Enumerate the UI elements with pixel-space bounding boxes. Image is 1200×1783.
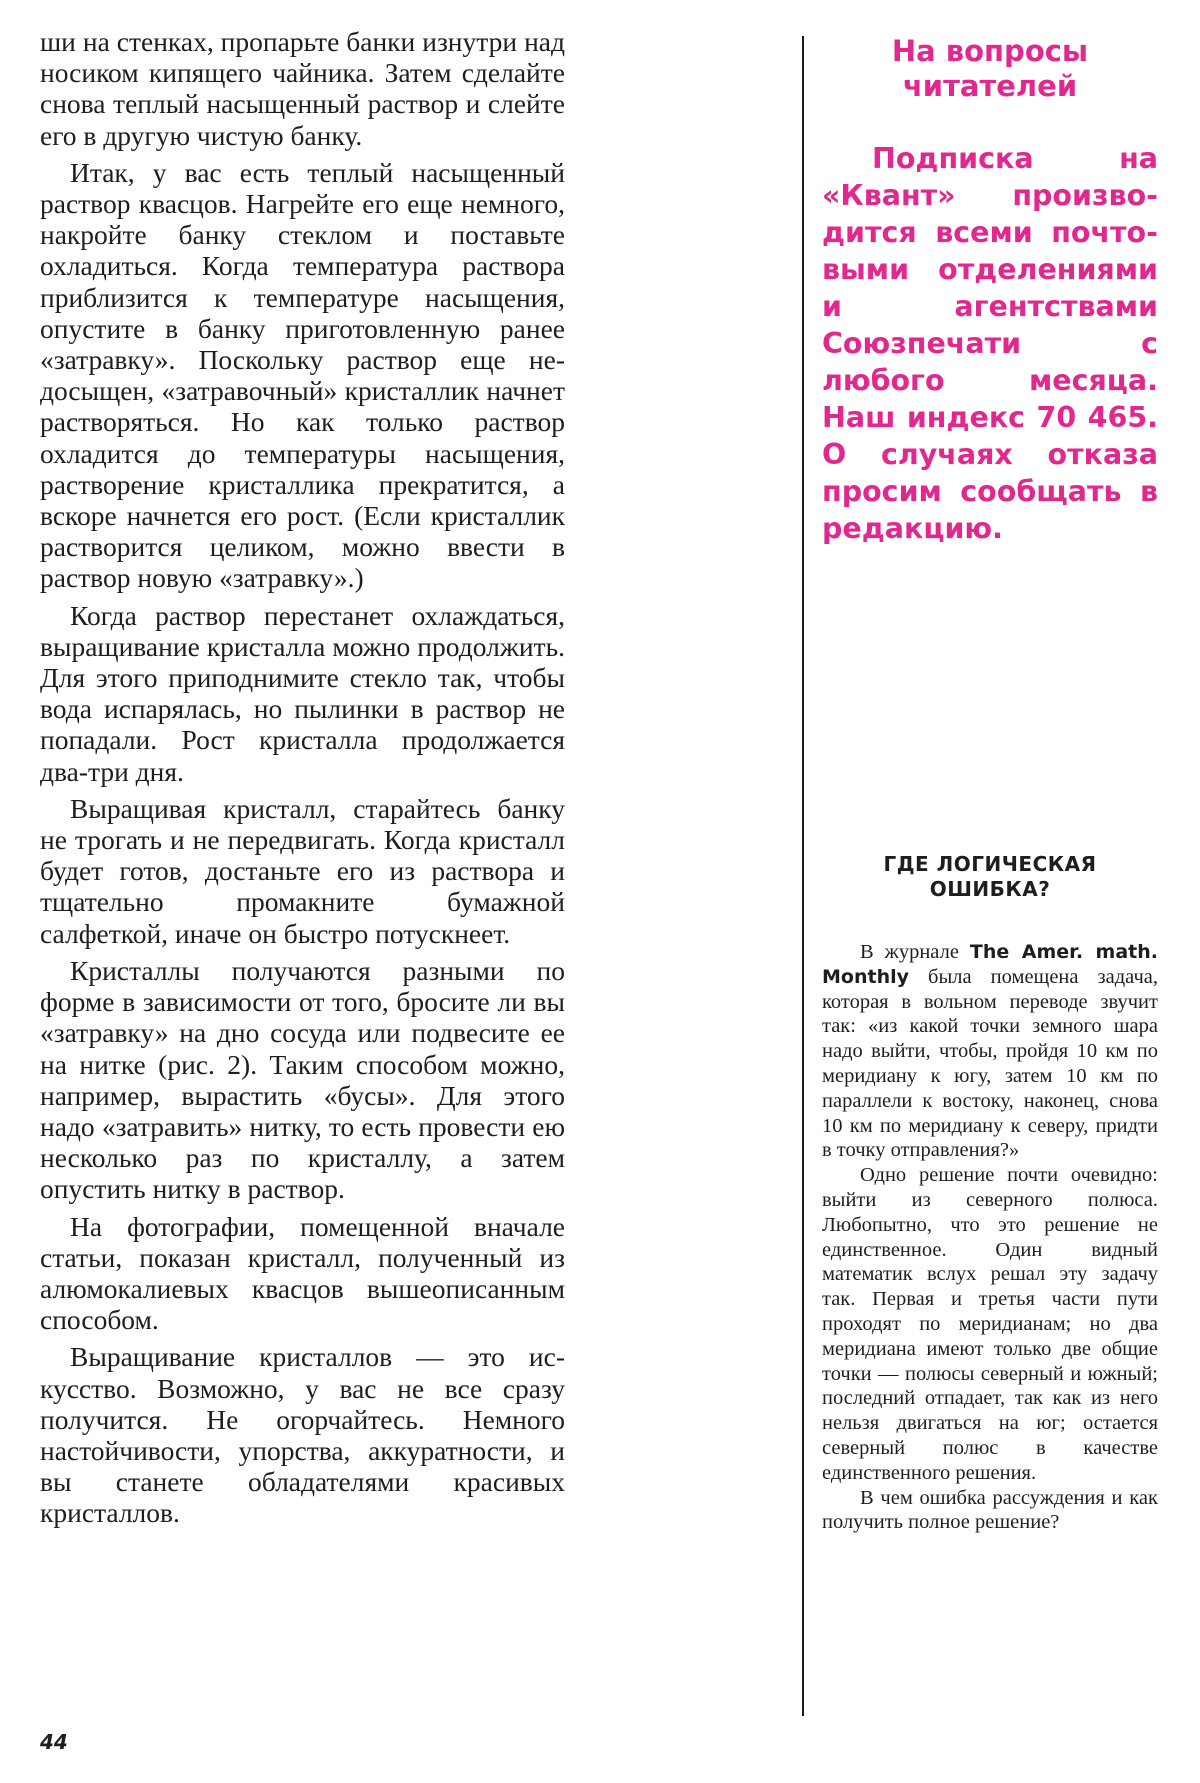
article-paragraph: Выращивание кристаллов — это искусство. Возможно, у вас не все сразу получится. Не огорчайтесь. Немного настойчивости, упорства, аккуратности, и вы станете обладателями красивых кристаллов. [40,1341,565,1529]
subscription-sidebar [822,28,1158,547]
logic-puzzle-text [822,940,1158,1535]
subscription-notice: Подписка на «Квант» производится всеми почтовыми отделениями и агентствами Союзпечати с любого месяца. Наш индекс 70 465. О случаях отказа просим сообщать в редакцию. [822,142,1158,545]
article-paragraph: Кристаллы получаются разными по форме в зависимости от того, бросите ли вы «затравку» на дно сосуда или подвесите ее на нитке (рис. 2). Таким способом можно, например, вырастить «бусы». Для этого надо «затравить» нитку, то есть провести ею несколько раз по кристаллу, а затем опустить нитку в раствор. [40,954,565,1205]
article-paragraph: ши на стенках, пропарьте банки изнутри над носиком кипящего чайника. Затем сделайте снова теплый насыщенный раствор и слейте его в другую чистую банку. [40,26,565,151]
puzzle-question-text: была помещена задача, которая в вольном переводе звучит так: «из какой точки земного шара надо выйти, чтобы, пройдя 10 км по меридиану к югу, затем 10 км по параллели к востоку, наконец, снова 10 км по меридиану к северу, придти в точку отправления?» [822,965,1158,1162]
article-paragraph: На фотографии, помещенной вначале статьи, показан кристалл, полученный из алюмокалиевых квасцов вышеописанным способом. [40,1210,565,1336]
article-paragraph: Когда раствор перестанет охлаждаться, выращивание кристалла можно продолжить. Для этого приподнимите стекло так, чтобы вода испарялась, но пылинки в раствор не попадали. Рост кристалла продолжается два-три дня. [40,599,565,787]
article-paragraph: Выращивая кристалл, старайтесь банку не трогать и не передвигать. Когда кристалл будет готов, достаньте его из раствора и тщательно промакните бумажной салфеткой, иначе он быстро потускнеет. [40,792,565,949]
column-divider [802,36,804,1716]
puzzle-paragraph: Одно решение почти очевидно: выйти из северного полюса. Любопытно, что это решение не единственное. Один видный математик вслух решал эту задачу так. Первая и третья части пути проходят по меридианам; но два меридиана имеют только две общие точки — полюсы северный и южный; последний отпадает, так как из него нельзя двигаться на юг; остается северный полюс в качестве единственного решения. [822,1164,1158,1484]
puzzle-intro-text: В журнале [860,941,970,963]
page-number: 44 [40,1730,68,1754]
journal-name: The Amer. math. Monthly [822,941,1158,988]
main-article-column [40,26,565,1535]
puzzle-paragraph: В чем ошибка рассуждения и как получить полное решение? [822,1486,1158,1534]
article-paragraph: Итак, у вас есть теплый насыщенный раствор квасцов. Нагрейте его еще немного, накройте банку стеклом и поставьте охладиться. Когда температура раствора приблизится к температуре насыщения, опустите в банку приготовленную ранее «затравку». Поскольку раствор еще недосыщен, «затравочный» кристаллик начнет растворяться. Но как только раствор охладится до температуры насыщения, растворение кристаллика прекратится, а вскоре начнется его рост. (Если кристаллик растворится целиком, можно ввести в раствор новую «затравку».) [40,156,565,594]
sidebar-heading: На вопросы читателей [891,34,1089,103]
puzzle-paragraph [822,940,1158,1163]
logic-puzzle-heading: ГДЕ ЛОГИЧЕСКАЯ ОШИБКА? [883,852,1097,901]
